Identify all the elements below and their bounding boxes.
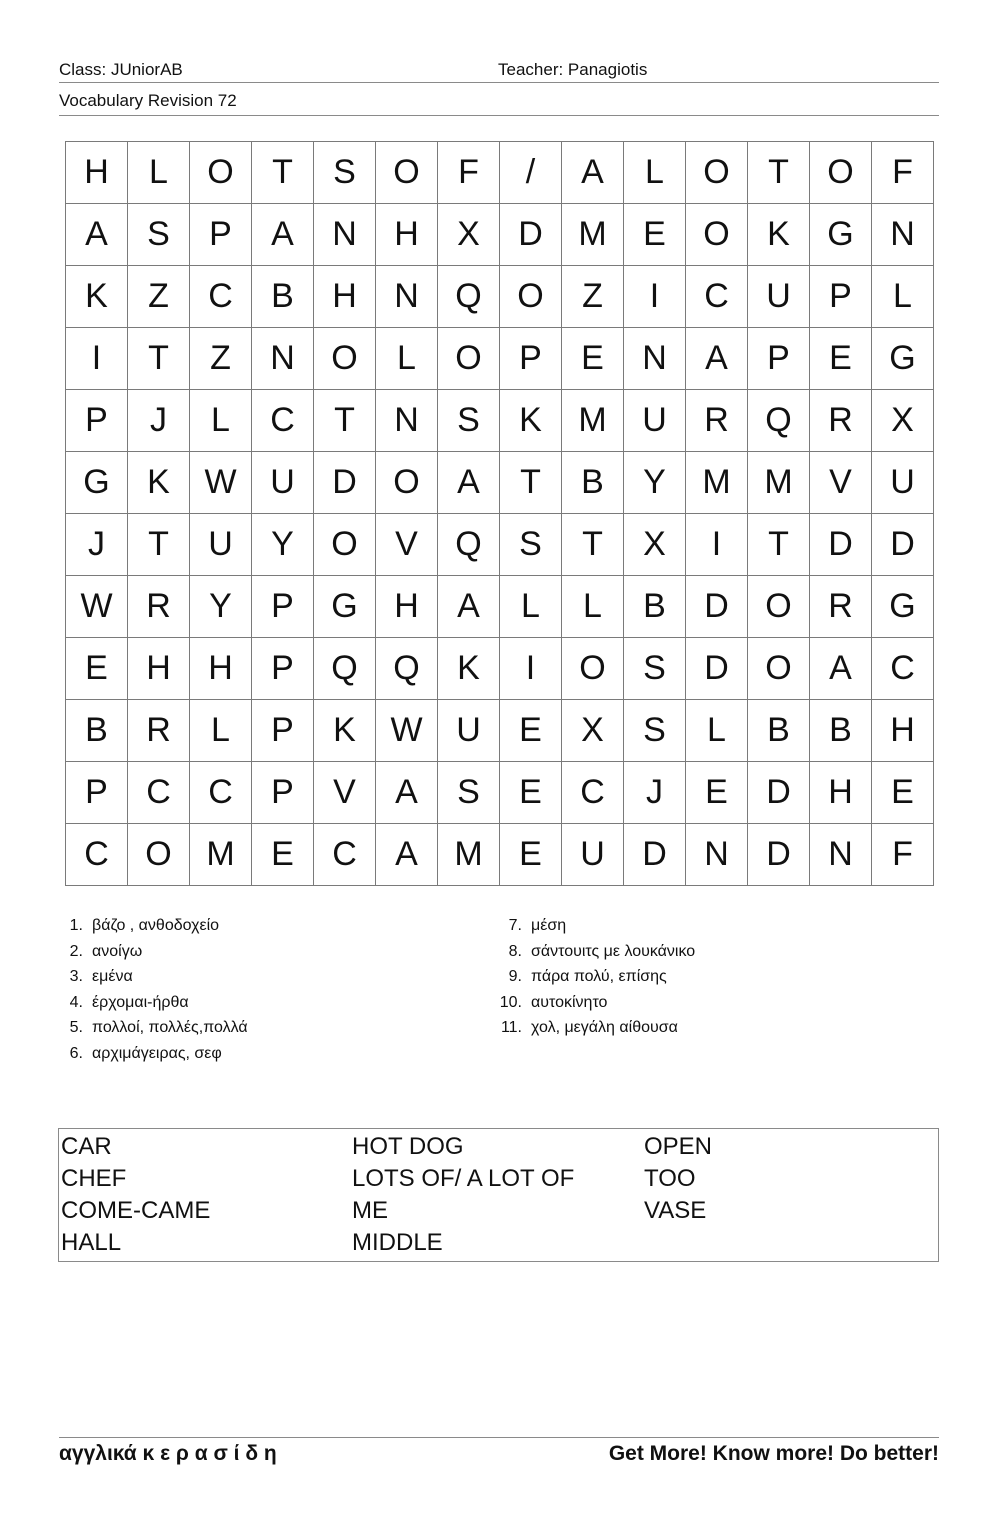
word-bank-column-3 xyxy=(644,1131,712,1227)
grid-cell[interactable]: E xyxy=(66,638,128,700)
grid-cell[interactable]: X xyxy=(872,390,934,452)
grid-cell[interactable]: B xyxy=(748,700,810,762)
grid-cell[interactable]: U xyxy=(190,514,252,576)
grid-cell[interactable]: G xyxy=(810,204,872,266)
grid-cell[interactable]: N xyxy=(314,204,376,266)
grid-cell[interactable]: N xyxy=(376,266,438,328)
grid-cell[interactable]: A xyxy=(252,204,314,266)
grid-cell[interactable]: T xyxy=(748,142,810,204)
word-bank-item: VASE xyxy=(644,1197,707,1224)
grid-cell[interactable]: E xyxy=(686,762,748,824)
clue-item xyxy=(65,990,248,1016)
grid-cell[interactable]: G xyxy=(66,452,128,514)
grid-cell[interactable]: Q xyxy=(748,390,810,452)
grid-cell[interactable]: T xyxy=(500,452,562,514)
grid-cell[interactable]: Q xyxy=(438,514,500,576)
word-search-grid xyxy=(65,141,934,886)
grid-cell[interactable]: D xyxy=(748,824,810,886)
grid-cell[interactable]: C xyxy=(252,390,314,452)
grid-cell[interactable]: R xyxy=(128,700,190,762)
grid-cell[interactable]: D xyxy=(748,762,810,824)
grid-cell[interactable]: N xyxy=(624,328,686,390)
grid-cell[interactable]: L xyxy=(624,142,686,204)
grid-cell[interactable]: W xyxy=(190,452,252,514)
clue-item xyxy=(65,939,248,965)
grid-cell[interactable]: J xyxy=(66,514,128,576)
grid-cell[interactable]: S xyxy=(624,638,686,700)
grid-cell[interactable]: B xyxy=(624,576,686,638)
grid-cell[interactable]: M xyxy=(562,204,624,266)
clue-number: 6. xyxy=(69,1044,83,1062)
clue-text: σάντουιτς με λουκάνικο xyxy=(531,942,696,960)
grid-cell[interactable]: S xyxy=(500,514,562,576)
grid-cell[interactable]: O xyxy=(500,266,562,328)
grid-cell[interactable]: D xyxy=(686,638,748,700)
grid-cell[interactable]: O xyxy=(686,142,748,204)
grid-cell[interactable]: S xyxy=(438,390,500,452)
clue-number: 11. xyxy=(500,1019,522,1037)
grid-cell[interactable]: A xyxy=(686,328,748,390)
grid-cell[interactable]: H xyxy=(376,204,438,266)
grid-cell[interactable]: P xyxy=(66,762,128,824)
grid-cell[interactable]: H xyxy=(872,700,934,762)
grid-cell[interactable]: O xyxy=(438,328,500,390)
grid-cell[interactable]: C xyxy=(66,824,128,886)
grid-cell[interactable]: H xyxy=(810,762,872,824)
grid-cell[interactable]: T xyxy=(128,328,190,390)
grid-cell[interactable]: S xyxy=(128,204,190,266)
clue-text: μέση xyxy=(531,917,567,934)
grid-cell[interactable]: J xyxy=(624,762,686,824)
grid-cell[interactable]: M xyxy=(686,452,748,514)
grid-cell[interactable]: I xyxy=(624,266,686,328)
grid-cell[interactable]: W xyxy=(66,576,128,638)
grid-cell[interactable]: F xyxy=(872,142,934,204)
grid-cell[interactable]: Y xyxy=(252,514,314,576)
grid-cell[interactable]: T xyxy=(252,142,314,204)
grid-cell[interactable]: Z xyxy=(190,328,252,390)
clue-item xyxy=(65,964,248,990)
grid-cell[interactable]: D xyxy=(500,204,562,266)
grid-cell[interactable]: U xyxy=(624,390,686,452)
grid-cell[interactable]: C xyxy=(872,638,934,700)
grid-cell[interactable]: K xyxy=(438,638,500,700)
grid-cell[interactable]: B xyxy=(562,452,624,514)
grid-cell[interactable]: L xyxy=(562,576,624,638)
grid-cell[interactable]: A xyxy=(66,204,128,266)
grid-cell[interactable]: K xyxy=(128,452,190,514)
grid-cell[interactable]: P xyxy=(66,390,128,452)
grid-cell[interactable]: H xyxy=(128,638,190,700)
clue-text: έρχομαι-ήρθα xyxy=(92,993,189,1011)
grid-cell[interactable]: Q xyxy=(376,638,438,700)
grid-cell[interactable]: P xyxy=(748,328,810,390)
clue-number: 4. xyxy=(69,993,83,1011)
word-bank-item: CAR xyxy=(61,1133,112,1160)
grid-cell[interactable]: H xyxy=(314,266,376,328)
grid-cell[interactable]: U xyxy=(562,824,624,886)
grid-cell[interactable]: U xyxy=(252,452,314,514)
clue-text: βάζο , ανθοδοχείο xyxy=(92,917,220,934)
grid-cell[interactable]: E xyxy=(624,204,686,266)
grid-cell[interactable]: D xyxy=(624,824,686,886)
grid-cell[interactable]: C xyxy=(562,762,624,824)
word-bank xyxy=(58,1128,939,1262)
grid-cell[interactable]: O xyxy=(314,514,376,576)
grid-cell[interactable]: S xyxy=(314,142,376,204)
grid-cell[interactable]: O xyxy=(748,638,810,700)
grid-cell[interactable]: A xyxy=(810,638,872,700)
grid-cell[interactable]: S xyxy=(624,700,686,762)
grid-cell[interactable]: C xyxy=(686,266,748,328)
grid-cell[interactable]: W xyxy=(376,700,438,762)
grid-cell[interactable]: D xyxy=(314,452,376,514)
grid-cell[interactable]: A xyxy=(376,762,438,824)
grid-cell[interactable]: N xyxy=(376,390,438,452)
grid-cell[interactable]: M xyxy=(748,452,810,514)
grid-cell[interactable]: P xyxy=(252,700,314,762)
word-bank-item: HALL xyxy=(61,1229,122,1256)
grid-cell[interactable]: L xyxy=(500,576,562,638)
grid-cell[interactable]: X xyxy=(438,204,500,266)
grid-cell[interactable]: L xyxy=(686,700,748,762)
grid-cell[interactable]: N xyxy=(686,824,748,886)
grid-cell[interactable]: P xyxy=(252,638,314,700)
grid-cell[interactable]: U xyxy=(872,452,934,514)
clue-text: χολ, μεγάλη αίθουσα xyxy=(531,1019,678,1037)
grid-cell[interactable]: V xyxy=(314,762,376,824)
grid-cell[interactable]: R xyxy=(810,390,872,452)
clue-item xyxy=(496,939,695,965)
clue-number: 3. xyxy=(69,968,83,986)
grid-cell[interactable]: A xyxy=(438,576,500,638)
grid-cell[interactable]: A xyxy=(438,452,500,514)
grid-cell[interactable]: N xyxy=(252,328,314,390)
teacher-label: Teacher: Panagiotis xyxy=(498,60,648,79)
grid-cell[interactable]: D xyxy=(872,514,934,576)
grid-cell[interactable]: P xyxy=(252,762,314,824)
grid-cell[interactable]: R xyxy=(810,576,872,638)
clue-item xyxy=(65,1015,248,1041)
clue-number: 5. xyxy=(69,1019,83,1037)
grid-cell[interactable]: P xyxy=(252,576,314,638)
grid-cell[interactable]: R xyxy=(686,390,748,452)
grid-cell[interactable]: O xyxy=(376,142,438,204)
clue-text: πολλοί, πολλές,πολλά xyxy=(92,1019,248,1037)
grid-cell[interactable]: F xyxy=(872,824,934,886)
clue-text: εμένα xyxy=(92,968,133,986)
clue-item xyxy=(496,964,695,990)
word-bank-item: TOO xyxy=(644,1165,696,1192)
grid-cell[interactable]: J xyxy=(128,390,190,452)
clue-number: 1. xyxy=(69,917,83,934)
word-bank-item: MIDDLE xyxy=(352,1229,443,1256)
grid-cell[interactable]: Z xyxy=(562,266,624,328)
grid-cell[interactable]: H xyxy=(66,142,128,204)
grid-cell[interactable]: G xyxy=(872,576,934,638)
grid-cell[interactable]: K xyxy=(314,700,376,762)
grid-cell[interactable]: U xyxy=(748,266,810,328)
header-divider xyxy=(59,82,939,83)
grid-cell[interactable]: T xyxy=(562,514,624,576)
clue-number: 2. xyxy=(69,942,83,960)
clue-item xyxy=(65,913,248,939)
grid-cell[interactable]: R xyxy=(128,576,190,638)
word-bank-item: OPEN xyxy=(644,1133,713,1160)
grid-cell[interactable]: L xyxy=(128,142,190,204)
title-divider xyxy=(59,115,939,116)
grid-cell[interactable]: C xyxy=(314,824,376,886)
clue-item xyxy=(65,1041,248,1067)
grid-cell[interactable]: H xyxy=(376,576,438,638)
grid-cell[interactable]: E xyxy=(500,824,562,886)
clue-list-left xyxy=(65,913,248,1067)
grid-cell[interactable]: P xyxy=(190,204,252,266)
grid-cell[interactable]: Q xyxy=(314,638,376,700)
word-bank-item: COME-CAME xyxy=(61,1197,211,1224)
grid-cell[interactable]: K xyxy=(66,266,128,328)
clue-item xyxy=(496,1015,695,1041)
grid-cell[interactable]: G xyxy=(872,328,934,390)
grid-cell[interactable]: X xyxy=(624,514,686,576)
grid-cell[interactable]: O xyxy=(376,452,438,514)
grid-cell[interactable]: L xyxy=(190,390,252,452)
word-bank-column-2 xyxy=(352,1131,574,1259)
grid-cell[interactable]: E xyxy=(872,762,934,824)
grid-cell[interactable]: D xyxy=(686,576,748,638)
grid-cell[interactable]: O xyxy=(314,328,376,390)
grid-cell[interactable]: Z xyxy=(128,266,190,328)
footer-author: αγγλικά κ ε ρ α σ ί δ η xyxy=(59,1442,277,1465)
grid-cell[interactable]: N xyxy=(872,204,934,266)
footer-slogan: Get More! Know more! Do better! xyxy=(608,1442,939,1465)
word-bank-item: HOT DOG xyxy=(352,1133,464,1160)
grid-cell[interactable]: M xyxy=(562,390,624,452)
grid-cell[interactable]: Y xyxy=(624,452,686,514)
grid-cell[interactable]: O xyxy=(810,142,872,204)
clue-text: αυτοκίνητο xyxy=(531,993,608,1011)
grid-cell[interactable]: I xyxy=(686,514,748,576)
grid-cell[interactable]: I xyxy=(66,328,128,390)
grid-cell[interactable]: X xyxy=(562,700,624,762)
grid-cell[interactable]: C xyxy=(128,762,190,824)
word-bank-item: LOTS OF/ A LOT OF xyxy=(352,1165,575,1192)
grid-cell[interactable]: F xyxy=(438,142,500,204)
word-bank-item: CHEF xyxy=(61,1165,127,1192)
grid-cell[interactable]: Q xyxy=(438,266,500,328)
grid-cell[interactable]: O xyxy=(686,204,748,266)
grid-cell[interactable]: B xyxy=(66,700,128,762)
grid-cell[interactable]: S xyxy=(438,762,500,824)
grid-cell[interactable]: E xyxy=(562,328,624,390)
grid-cell[interactable]: P xyxy=(500,328,562,390)
grid-cell[interactable]: A xyxy=(376,824,438,886)
clue-number: 10. xyxy=(499,993,522,1011)
grid-cell[interactable]: C xyxy=(190,266,252,328)
clue-number: 7. xyxy=(508,917,522,934)
grid-cell[interactable]: K xyxy=(748,204,810,266)
grid-cell[interactable]: N xyxy=(810,824,872,886)
grid-cell[interactable]: O xyxy=(190,142,252,204)
clue-item xyxy=(496,913,695,939)
clue-text: ανοίγω xyxy=(92,942,143,960)
grid-cell[interactable]: T xyxy=(128,514,190,576)
grid-cell[interactable]: V xyxy=(810,452,872,514)
grid-cell[interactable]: K xyxy=(500,390,562,452)
grid-cell[interactable]: O xyxy=(128,824,190,886)
clue-item xyxy=(496,990,695,1016)
grid-cell[interactable]: Y xyxy=(190,576,252,638)
grid-cell[interactable]: L xyxy=(376,328,438,390)
grid-cell[interactable]: M xyxy=(438,824,500,886)
clue-number: 9. xyxy=(508,968,522,986)
grid-cell[interactable]: B xyxy=(810,700,872,762)
grid-cell[interactable]: I xyxy=(500,638,562,700)
grid-cell[interactable]: L xyxy=(872,266,934,328)
grid-cell[interactable]: P xyxy=(810,266,872,328)
grid-cell[interactable]: C xyxy=(190,762,252,824)
grid-cell[interactable]: T xyxy=(314,390,376,452)
grid-cell[interactable]: M xyxy=(190,824,252,886)
grid-cell[interactable]: O xyxy=(562,638,624,700)
footer-divider xyxy=(59,1437,939,1438)
clue-number: 8. xyxy=(508,942,522,960)
grid-cell[interactable]: E xyxy=(500,762,562,824)
grid-cell[interactable]: B xyxy=(252,266,314,328)
grid-cell[interactable]: L xyxy=(190,700,252,762)
grid-cell[interactable]: U xyxy=(438,700,500,762)
grid-cell[interactable]: / xyxy=(500,142,562,204)
grid-cell[interactable]: A xyxy=(562,142,624,204)
grid-cell[interactable]: G xyxy=(314,576,376,638)
grid-cell[interactable]: E xyxy=(500,700,562,762)
clue-text: αρχιμάγειρας, σεφ xyxy=(92,1044,222,1062)
grid-cell[interactable]: D xyxy=(810,514,872,576)
word-bank-item: ME xyxy=(352,1197,388,1224)
class-label: Class: JUniorAB xyxy=(59,60,183,79)
grid-cell[interactable]: H xyxy=(190,638,252,700)
word-bank-column-1 xyxy=(61,1131,210,1259)
clue-list-right xyxy=(496,913,695,1041)
grid-cell[interactable]: O xyxy=(748,576,810,638)
grid-cell[interactable]: E xyxy=(252,824,314,886)
grid-cell[interactable]: V xyxy=(376,514,438,576)
grid-cell[interactable]: E xyxy=(810,328,872,390)
grid-cell[interactable]: T xyxy=(748,514,810,576)
worksheet-title: Vocabulary Revision 72 xyxy=(59,91,237,110)
clue-text: πάρα πολύ, επίσης xyxy=(531,968,667,986)
